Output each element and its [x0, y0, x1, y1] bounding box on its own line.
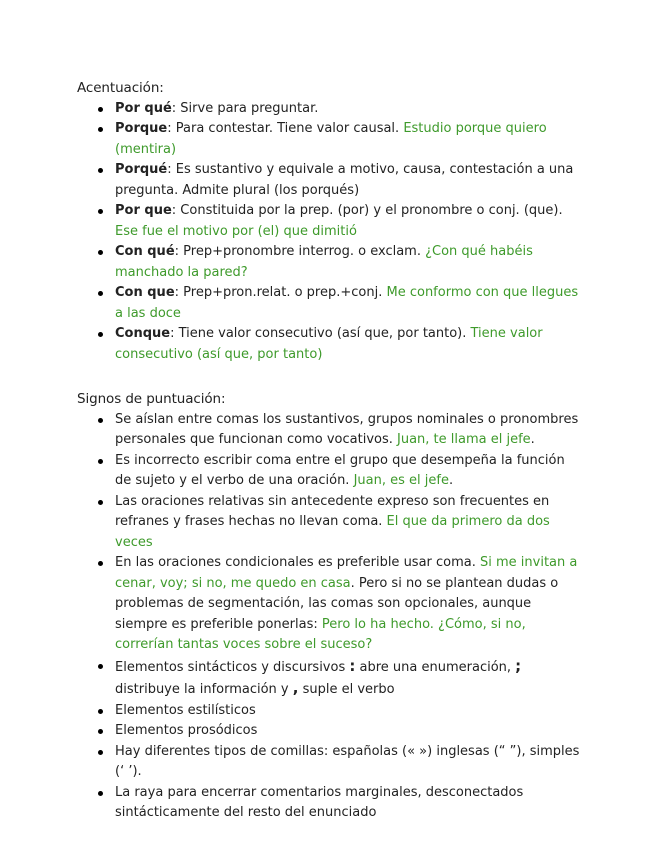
- list-item: Es incorrecto escribir coma entre el grupo que desempeña la función de sujeto y el verbo de una oración. Juan, es el jefe.: [77, 451, 585, 492]
- list-item: Las oraciones relativas sin antecedente expreso son frecuentes en refranes y frases hechas no llevan coma. El que da primero da dos veces: [77, 492, 585, 554]
- list-item: En las oraciones condicionales es preferible usar coma. Si me invitan a cenar, voy; si no, me quedo en casa. Pero si no se plantean dudas o problemas de segmentación, las comas son opcionales, aunque siempre es preferible ponerlas: Pero lo ha hecho. ¿Cómo, si no, correrían tantas voces sobre el suceso?: [77, 553, 585, 656]
- example-text: Pero lo ha hecho. ¿Cómo, si no, correrían tantas voces sobre el suceso?: [115, 616, 526, 652]
- list-item: Porqué: Es sustantivo y equivale a motivo, causa, contestación a una pregunta. Admite plural (los porqués): [77, 160, 585, 201]
- example-text: Me conformo con que llegues a las doce: [115, 285, 579, 321]
- example-text: ¿Con qué habéis manchado la pared?: [115, 244, 533, 280]
- list-item: Se aíslan entre comas los sustantivos, grupos nominales o pronombres personales que funcionan como vocativos. Juan, te llama el jefe.: [77, 410, 585, 451]
- list-item: Por que: Constituida por la prep. (por) y el pronombre o conj. (que). Ese fue el motivo por (el) que dimitió: [77, 201, 585, 242]
- list-item: Elementos estilísticos: [77, 701, 585, 722]
- list-item: Con que: Prep+pron.relat. o prep.+conj. Me conformo con que llegues a las doce: [77, 283, 585, 324]
- colon-symbol: :: [349, 656, 356, 675]
- list-item: Por qué: Sirve para preguntar.: [77, 99, 585, 120]
- list-item: Con qué: Prep+pronombre interrog. o exclam. ¿Con qué habéis manchado la pared?: [77, 242, 585, 283]
- section-heading-signos: Signos de puntuación:: [77, 391, 226, 407]
- list-item: Hay diferentes tipos de comillas: españolas (« ») inglesas (“ ”), simples (‘ ’).: [77, 742, 585, 783]
- section-heading-acentuacion: Acentuación:: [77, 80, 164, 96]
- example-text: Estudio porque quiero (mentira): [115, 121, 547, 157]
- acentuacion-list: [77, 99, 585, 366]
- signos-list: [77, 410, 585, 824]
- example-text: Juan, te llama el jefe: [397, 432, 531, 447]
- list-item: Conque: Tiene valor consecutivo (así que, por tanto). Tiene valor consecutivo (así que, por tanto): [77, 324, 585, 365]
- semicolon-symbol: ;: [515, 656, 522, 675]
- list-item: Porque: Para contestar. Tiene valor causal. Estudio porque quiero (mentira): [77, 119, 585, 160]
- example-text: Juan, es el jefe: [353, 473, 449, 488]
- list-item: Elementos prosódicos: [77, 721, 585, 742]
- example-text: Tiene valor consecutivo (así que, por tanto): [115, 326, 543, 362]
- example-text: Si me invitan a cenar, voy; si no, me quedo en casa: [115, 555, 578, 591]
- example-text: Ese fue el motivo por (el) que dimitió: [115, 223, 357, 239]
- example-text: El que da primero da dos veces: [115, 514, 550, 550]
- list-item: La raya para encerrar comentarios marginales, desconectados sintácticamente del resto del enunciado: [77, 783, 585, 824]
- comma-symbol: ,: [292, 679, 299, 697]
- list-item: Elementos sintácticos y discursivos : abre una enumeración, ; distribuye la información y , suple el verbo: [77, 656, 585, 701]
